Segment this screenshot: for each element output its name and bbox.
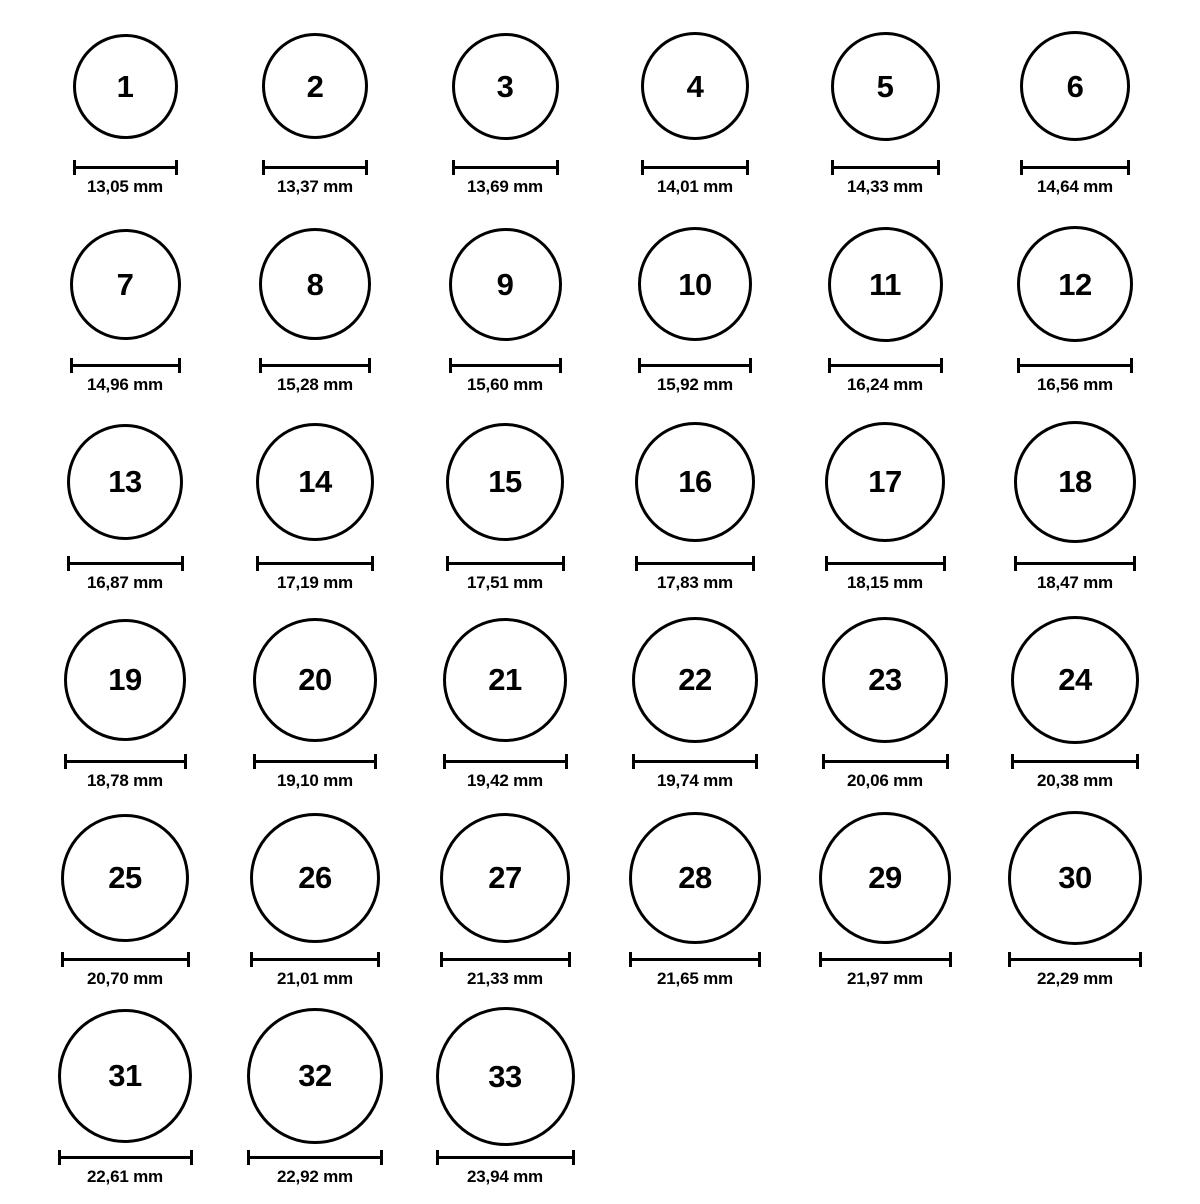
ring-diameter-label: 13,05 mm <box>87 177 163 196</box>
ring-size-cell <box>30 1006 220 1204</box>
ring-size-cell <box>220 16 410 214</box>
ring-size-cell <box>790 412 980 610</box>
measure-bar <box>253 760 377 763</box>
ring-diameter-label: 22,29 mm <box>1037 969 1113 988</box>
ring-size-cell <box>790 808 980 1006</box>
ring-size-cell <box>30 16 220 214</box>
measure-ruler-icon <box>1008 952 1142 966</box>
ring-size-number: 24 <box>1058 662 1092 698</box>
measure-bar <box>452 166 559 169</box>
measure-ruler-icon <box>1014 556 1136 570</box>
ring-circle-wrap <box>73 16 178 156</box>
measure-cap-right <box>380 1150 383 1165</box>
ring-circle-wrap <box>831 16 940 156</box>
ring-diameter-label: 16,56 mm <box>1037 375 1113 394</box>
measure-bar <box>262 166 368 169</box>
ring-circle-icon <box>449 228 562 341</box>
ring-circle-icon <box>1020 31 1130 141</box>
ring-circle-icon <box>831 32 940 141</box>
measure-cap-right <box>752 556 755 571</box>
measure-cap-right <box>181 556 184 571</box>
ring-circle-icon <box>1014 421 1136 543</box>
ring-size-number: 9 <box>496 266 514 302</box>
measure-cap-right <box>1133 556 1136 571</box>
measure-bar <box>1017 364 1133 367</box>
measure-ruler-icon <box>64 754 187 768</box>
ring-diameter-label: 16,24 mm <box>847 375 923 394</box>
measure-bar <box>70 364 181 367</box>
measure-bar <box>638 364 752 367</box>
ring-size-cell <box>790 16 980 214</box>
ring-circle-wrap <box>449 214 562 354</box>
measure-cap-left <box>67 556 70 571</box>
measure-bar <box>61 958 190 961</box>
measure-ruler-icon <box>822 754 949 768</box>
ring-diameter-label: 22,92 mm <box>277 1167 353 1186</box>
ring-circle-wrap <box>262 16 368 156</box>
ring-circle-wrap <box>635 412 755 552</box>
ring-circle-icon <box>828 227 943 342</box>
ring-size-number: 31 <box>108 1058 142 1094</box>
measure-ruler-icon <box>58 1150 193 1164</box>
measure-cap-right <box>940 358 943 373</box>
measure-cap-left <box>1011 754 1014 769</box>
ring-diameter-label: 18,78 mm <box>87 771 163 790</box>
measure-ruler-icon <box>440 952 571 966</box>
measure-ruler-icon <box>1020 160 1130 174</box>
measure-cap-left <box>443 754 446 769</box>
ring-circle-wrap <box>1020 16 1130 156</box>
ring-circle-icon <box>632 617 758 743</box>
ring-circle-wrap <box>67 412 184 552</box>
ring-size-cell <box>600 214 790 412</box>
measure-ruler-icon <box>443 754 568 768</box>
measure-ruler-icon <box>638 358 752 372</box>
ring-circle-icon <box>61 814 190 943</box>
ring-circle-wrap <box>638 214 752 354</box>
ring-size-number: 22 <box>678 662 712 698</box>
ring-diameter-label: 18,15 mm <box>847 573 923 592</box>
measure-bar <box>828 364 943 367</box>
ring-circle-icon <box>452 33 559 140</box>
measure-ruler-icon <box>828 358 943 372</box>
ring-circle-icon <box>638 227 752 341</box>
measure-cap-left <box>831 160 834 175</box>
ring-circle-icon <box>635 422 755 542</box>
measure-ruler-icon <box>253 754 377 768</box>
ring-diameter-label: 14,96 mm <box>87 375 163 394</box>
measure-cap-left <box>635 556 638 571</box>
ring-circle-wrap <box>440 808 571 948</box>
ring-size-number: 17 <box>868 464 902 500</box>
ring-circle-icon <box>256 423 374 541</box>
ring-size-number: 19 <box>108 662 142 698</box>
ring-circle-wrap <box>825 412 946 552</box>
measure-cap-left <box>629 952 632 967</box>
measure-cap-right <box>568 952 571 967</box>
ring-circle-wrap <box>629 808 761 948</box>
measure-cap-right <box>1130 358 1133 373</box>
measure-bar <box>1014 562 1136 565</box>
measure-ruler-icon <box>61 952 190 966</box>
measure-cap-right <box>755 754 758 769</box>
measure-bar <box>58 1156 193 1159</box>
ring-diameter-label: 13,37 mm <box>277 177 353 196</box>
ring-diameter-label: 14,64 mm <box>1037 177 1113 196</box>
ring-diameter-label: 14,01 mm <box>657 177 733 196</box>
ring-circle-icon <box>253 618 377 742</box>
measure-cap-right <box>175 160 178 175</box>
measure-bar <box>641 166 749 169</box>
ring-circle-icon <box>67 424 184 541</box>
ring-circle-wrap <box>828 214 943 354</box>
ring-circle-wrap <box>452 16 559 156</box>
ring-size-cell <box>790 610 980 808</box>
ring-circle-wrap <box>443 610 568 750</box>
measure-cap-left <box>446 556 449 571</box>
measure-ruler-icon <box>449 358 562 372</box>
measure-cap-right <box>758 952 761 967</box>
measure-cap-left <box>253 754 256 769</box>
ring-size-cell <box>980 808 1170 1006</box>
ring-size-number: 28 <box>678 860 712 896</box>
ring-size-cell <box>600 412 790 610</box>
measure-cap-right <box>943 556 946 571</box>
measure-cap-right <box>749 358 752 373</box>
ring-circle-wrap <box>819 808 952 948</box>
ring-size-number: 20 <box>298 662 332 698</box>
measure-bar <box>831 166 940 169</box>
measure-bar <box>632 760 758 763</box>
ring-size-cell <box>220 412 410 610</box>
ring-size-cell <box>220 610 410 808</box>
ring-size-cell <box>410 214 600 412</box>
ring-size-cell <box>790 214 980 412</box>
measure-cap-right <box>1139 952 1142 967</box>
measure-cap-right <box>572 1150 575 1165</box>
ring-circle-icon <box>70 229 181 340</box>
measure-cap-right <box>949 952 952 967</box>
ring-circle-icon <box>250 813 380 943</box>
measure-ruler-icon <box>446 556 565 570</box>
ring-size-number: 26 <box>298 860 332 896</box>
measure-cap-left <box>247 1150 250 1165</box>
ring-size-number: 30 <box>1058 860 1092 896</box>
ring-size-number: 27 <box>488 860 522 896</box>
ring-circle-icon <box>64 619 187 742</box>
measure-cap-left <box>632 754 635 769</box>
measure-cap-right <box>187 952 190 967</box>
ring-diameter-label: 20,38 mm <box>1037 771 1113 790</box>
ring-circle-icon <box>440 813 571 944</box>
measure-cap-right <box>184 754 187 769</box>
ring-diameter-label: 15,60 mm <box>467 375 543 394</box>
ring-diameter-label: 20,70 mm <box>87 969 163 988</box>
measure-cap-left <box>638 358 641 373</box>
measure-ruler-icon <box>629 952 761 966</box>
measure-cap-left <box>1014 556 1017 571</box>
measure-ruler-icon <box>452 160 559 174</box>
measure-ruler-icon <box>70 358 181 372</box>
measure-cap-left <box>250 952 253 967</box>
ring-circle-icon <box>1017 226 1133 342</box>
ring-diameter-label: 19,10 mm <box>277 771 353 790</box>
ring-circle-icon <box>641 32 749 140</box>
measure-cap-right <box>1127 160 1130 175</box>
ring-size-cell <box>410 412 600 610</box>
measure-ruler-icon <box>831 160 940 174</box>
measure-bar <box>446 562 565 565</box>
ring-diameter-label: 20,06 mm <box>847 771 923 790</box>
ring-circle-wrap <box>253 610 377 750</box>
ring-size-number: 3 <box>496 68 514 104</box>
measure-cap-left <box>436 1150 439 1165</box>
measure-cap-right <box>565 754 568 769</box>
measure-cap-left <box>1017 358 1020 373</box>
ring-size-number: 18 <box>1058 464 1092 500</box>
ring-size-number: 4 <box>686 68 704 104</box>
measure-cap-left <box>819 952 822 967</box>
measure-ruler-icon <box>262 160 368 174</box>
measure-ruler-icon <box>247 1150 383 1164</box>
measure-bar <box>436 1156 575 1159</box>
ring-size-cell <box>980 214 1170 412</box>
ring-size-number: 21 <box>488 662 522 698</box>
ring-size-number: 6 <box>1066 68 1084 104</box>
ring-size-cell <box>410 610 600 808</box>
measure-cap-right <box>178 358 181 373</box>
measure-cap-left <box>1008 952 1011 967</box>
ring-size-number: 13 <box>108 464 142 500</box>
ring-diameter-label: 23,94 mm <box>467 1167 543 1186</box>
measure-cap-right <box>746 160 749 175</box>
measure-bar <box>440 958 571 961</box>
measure-bar <box>1011 760 1139 763</box>
ring-circle-wrap <box>58 1006 193 1146</box>
measure-cap-right <box>368 358 371 373</box>
measure-bar <box>259 364 371 367</box>
measure-ruler-icon <box>825 556 946 570</box>
measure-bar <box>67 562 184 565</box>
measure-bar <box>629 958 761 961</box>
measure-cap-right <box>1136 754 1139 769</box>
measure-cap-left <box>70 358 73 373</box>
ring-size-number: 5 <box>876 68 894 104</box>
ring-circle-icon <box>446 423 565 542</box>
measure-ruler-icon <box>635 556 755 570</box>
ring-size-cell <box>220 214 410 412</box>
ring-circle-wrap <box>61 808 190 948</box>
measure-cap-left <box>58 1150 61 1165</box>
ring-diameter-label: 19,74 mm <box>657 771 733 790</box>
ring-diameter-label: 15,28 mm <box>277 375 353 394</box>
measure-bar <box>635 562 755 565</box>
measure-cap-left <box>256 556 259 571</box>
ring-circle-icon <box>822 617 949 744</box>
ring-size-cell <box>980 412 1170 610</box>
ring-diameter-label: 13,69 mm <box>467 177 543 196</box>
ring-size-number: 11 <box>869 266 901 302</box>
ring-circle-wrap <box>1017 214 1133 354</box>
ring-diameter-label: 21,97 mm <box>847 969 923 988</box>
ring-circle-wrap <box>641 16 749 156</box>
ring-size-number: 12 <box>1058 266 1092 302</box>
ring-size-cell <box>980 610 1170 808</box>
ring-circle-wrap <box>1011 610 1139 750</box>
ring-diameter-label: 17,19 mm <box>277 573 353 592</box>
measure-cap-left <box>822 754 825 769</box>
measure-bar <box>443 760 568 763</box>
measure-ruler-icon <box>67 556 184 570</box>
ring-circle-wrap <box>247 1006 383 1146</box>
ring-circle-wrap <box>446 412 565 552</box>
measure-cap-left <box>64 754 67 769</box>
ring-size-cell <box>410 1006 600 1204</box>
ring-circle-icon <box>629 812 761 944</box>
measure-cap-left <box>259 358 262 373</box>
ring-diameter-label: 21,33 mm <box>467 969 543 988</box>
ring-diameter-label: 14,33 mm <box>847 177 923 196</box>
ring-size-cell <box>600 16 790 214</box>
measure-cap-left <box>440 952 443 967</box>
ring-size-cell <box>980 16 1170 214</box>
measure-bar <box>819 958 952 961</box>
ring-circle-wrap <box>256 412 374 552</box>
measure-cap-left <box>262 160 265 175</box>
ring-size-number: 23 <box>868 662 902 698</box>
measure-ruler-icon <box>259 358 371 372</box>
ring-size-number: 25 <box>108 860 142 896</box>
measure-cap-right <box>562 556 565 571</box>
ring-diameter-label: 17,83 mm <box>657 573 733 592</box>
ring-diameter-label: 22,61 mm <box>87 1167 163 1186</box>
ring-size-cell <box>600 808 790 1006</box>
ring-size-cell <box>30 412 220 610</box>
measure-cap-right <box>556 160 559 175</box>
ring-size-cell <box>30 610 220 808</box>
ring-circle-icon <box>262 33 368 139</box>
ring-diameter-label: 16,87 mm <box>87 573 163 592</box>
ring-size-cell <box>30 808 220 1006</box>
measure-cap-left <box>73 160 76 175</box>
measure-cap-left <box>1020 160 1023 175</box>
measure-bar <box>1008 958 1142 961</box>
ring-size-number: 10 <box>678 266 712 302</box>
measure-ruler-icon <box>632 754 758 768</box>
measure-cap-right <box>946 754 949 769</box>
ring-size-number: 1 <box>116 68 134 104</box>
ring-size-number: 29 <box>868 860 902 896</box>
measure-bar <box>64 760 187 763</box>
measure-bar <box>449 364 562 367</box>
ring-circle-wrap <box>70 214 181 354</box>
ring-size-grid <box>30 16 1170 1204</box>
ring-size-number: 7 <box>116 266 134 302</box>
ring-size-number: 32 <box>298 1058 332 1094</box>
measure-cap-right <box>190 1150 193 1165</box>
ring-size-cell <box>410 16 600 214</box>
ring-size-number: 16 <box>678 464 712 500</box>
measure-ruler-icon <box>1017 358 1133 372</box>
measure-bar <box>250 958 380 961</box>
ring-size-cell <box>220 1006 410 1204</box>
measure-cap-right <box>374 754 377 769</box>
ring-circle-wrap <box>632 610 758 750</box>
measure-cap-right <box>371 556 374 571</box>
ring-diameter-label: 17,51 mm <box>467 573 543 592</box>
measure-cap-left <box>825 556 828 571</box>
measure-bar <box>825 562 946 565</box>
ring-size-cell <box>600 610 790 808</box>
ring-diameter-label: 21,01 mm <box>277 969 353 988</box>
ring-circle-icon <box>58 1009 193 1144</box>
measure-cap-right <box>559 358 562 373</box>
ring-circle-wrap <box>64 610 187 750</box>
ring-diameter-label: 18,47 mm <box>1037 573 1113 592</box>
measure-ruler-icon <box>1011 754 1139 768</box>
ring-circle-icon <box>819 812 952 945</box>
ring-circle-wrap <box>1008 808 1142 948</box>
measure-ruler-icon <box>436 1150 575 1164</box>
measure-bar <box>73 166 178 169</box>
measure-cap-left <box>449 358 452 373</box>
ring-size-number: 15 <box>488 464 522 500</box>
ring-size-cell <box>410 808 600 1006</box>
ring-size-cell <box>30 214 220 412</box>
measure-cap-right <box>937 160 940 175</box>
measure-ruler-icon <box>819 952 952 966</box>
ring-size-cell <box>220 808 410 1006</box>
measure-cap-left <box>641 160 644 175</box>
measure-cap-left <box>828 358 831 373</box>
measure-cap-left <box>452 160 455 175</box>
measure-bar <box>247 1156 383 1159</box>
measure-cap-right <box>365 160 368 175</box>
ring-diameter-label: 15,92 mm <box>657 375 733 394</box>
measure-bar <box>256 562 374 565</box>
ring-size-number: 14 <box>298 464 332 500</box>
ring-size-number: 8 <box>306 266 324 302</box>
ring-circle-wrap <box>436 1006 575 1146</box>
measure-ruler-icon <box>256 556 374 570</box>
ring-circle-wrap <box>250 808 380 948</box>
measure-cap-right <box>377 952 380 967</box>
ring-size-number: 33 <box>488 1058 522 1094</box>
measure-ruler-icon <box>641 160 749 174</box>
ring-circle-icon <box>443 618 568 743</box>
ring-circle-wrap <box>259 214 371 354</box>
measure-bar <box>1020 166 1130 169</box>
ring-diameter-label: 21,65 mm <box>657 969 733 988</box>
ring-circle-icon <box>259 228 371 340</box>
ring-circle-icon <box>247 1008 383 1144</box>
ring-circle-wrap <box>822 610 949 750</box>
ring-circle-wrap <box>1014 412 1136 552</box>
measure-ruler-icon <box>73 160 178 174</box>
ring-circle-icon <box>1008 811 1142 945</box>
ring-circle-icon <box>1011 616 1139 744</box>
ring-circle-icon <box>436 1007 575 1146</box>
measure-ruler-icon <box>250 952 380 966</box>
ring-diameter-label: 19,42 mm <box>467 771 543 790</box>
ring-circle-icon <box>73 34 178 139</box>
ring-circle-icon <box>825 422 946 543</box>
ring-size-number: 2 <box>306 68 324 104</box>
measure-bar <box>822 760 949 763</box>
measure-cap-left <box>61 952 64 967</box>
